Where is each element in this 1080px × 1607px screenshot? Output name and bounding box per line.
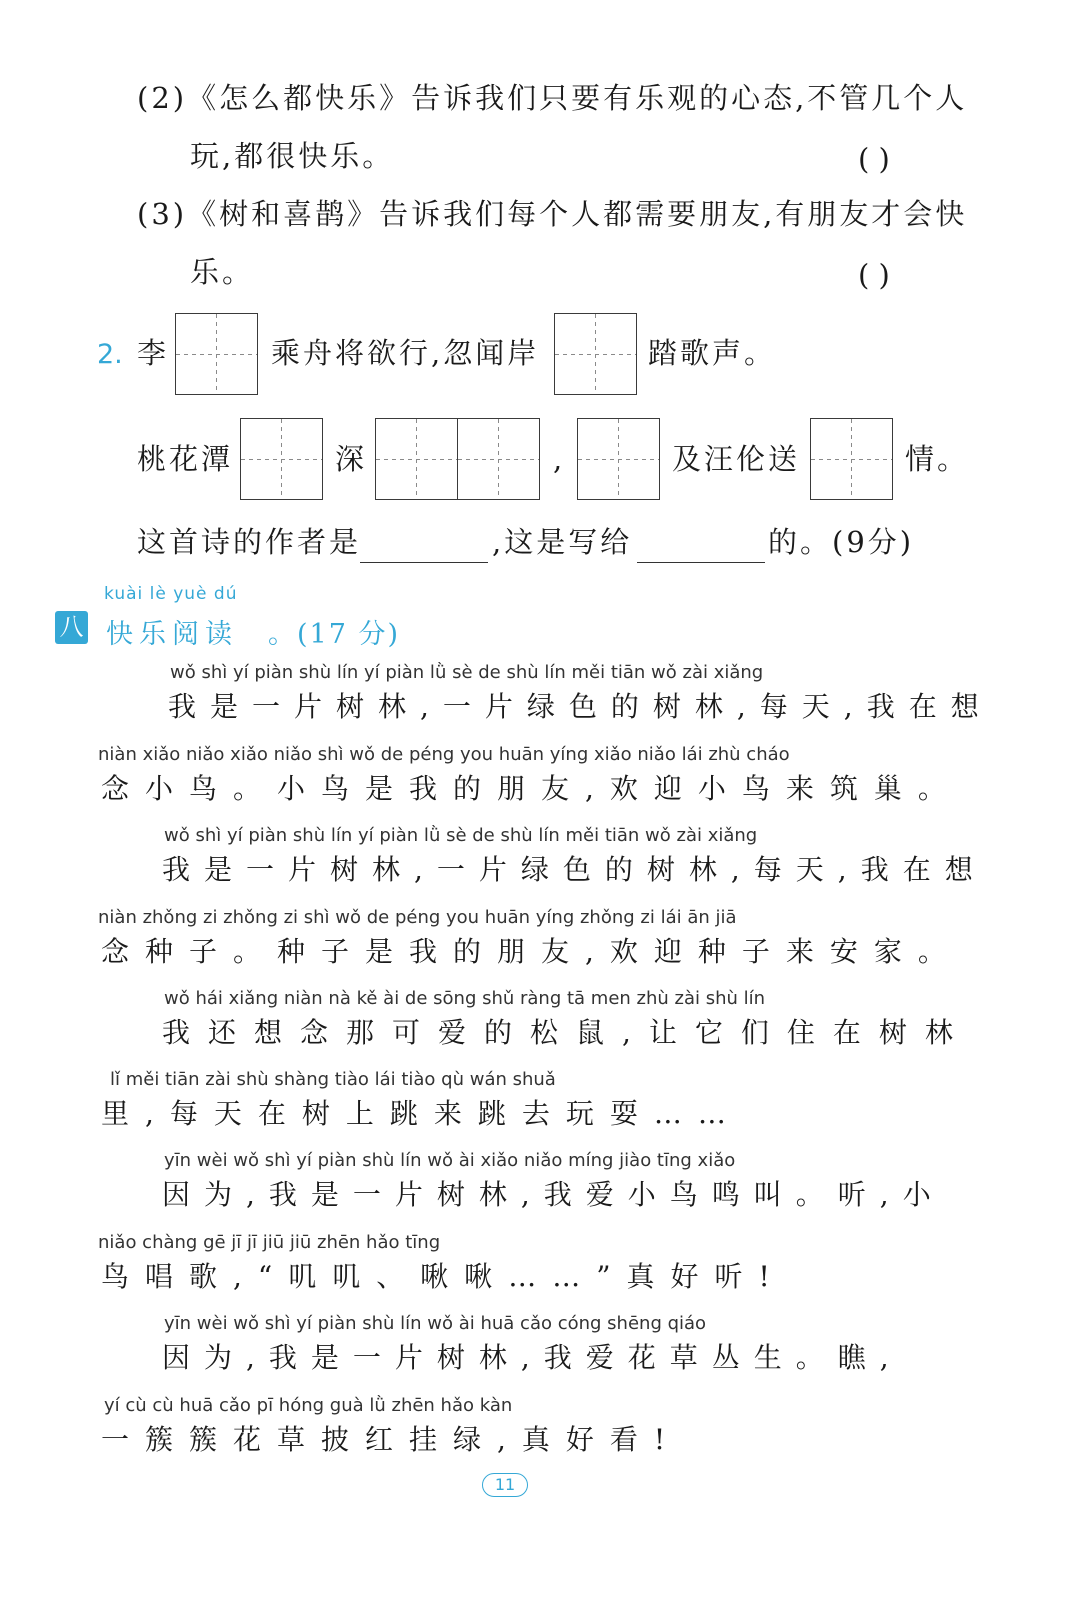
q1-item2-answer-paren[interactable]: ( ): [858, 142, 890, 176]
section8-title-pinyin: kuài lè yuè dú: [104, 584, 238, 604]
q2-writing-box-4-cell-left: [376, 419, 458, 499]
q2-line2-text-b: 深: [335, 442, 368, 476]
q1-item2-line2: 玩,都很快乐。: [190, 139, 395, 173]
reading-pinyin-line-2: niàn xiǎo niǎo xiǎo niǎo shì wǒ de péng you huān yíng xiǎo niǎo lái zhù cháo: [98, 744, 790, 765]
reading-text-line-10: 一簇簇花草披红挂绿,真好看!: [101, 1423, 682, 1456]
q1-item3-line2: 乐。: [190, 255, 255, 289]
reading-text-line-9: 因为,我是一片树林,我爱花草丛生。瞧,: [162, 1341, 903, 1374]
reading-pinyin-line-5: wǒ hái xiǎng niàn nà kě ài de sōng shǔ ràng tā men zhù zài shù lín: [164, 988, 766, 1009]
reading-pinyin-line-8: niǎo chàng gē jī jī jiū jiū zhēn hǎo tīng: [98, 1232, 441, 1253]
q2-line1-text-a: 李: [137, 336, 170, 370]
reading-pinyin-line-4: niàn zhǒng zi zhǒng zi shì wǒ de péng you huān yíng zhǒng zi lái ān jiā: [98, 907, 737, 928]
q2-line3-text-b: ,这是写给: [492, 525, 633, 559]
q2-line2-text-e: 情。: [905, 442, 970, 476]
q2-line2-text-a: 桃花潭: [137, 442, 234, 476]
q2-line2-text-d: 及汪伦送: [672, 442, 801, 476]
q2-line2-text-c: ,: [553, 442, 566, 476]
q2-writing-box-4-double[interactable]: [375, 418, 540, 500]
reading-text-line-2: 念小鸟。小鸟是我的朋友,欢迎小鸟来筑巢。: [101, 772, 962, 805]
q1-item2-line1: (2)《怎么都快乐》告诉我们只要有乐观的心态,不管几个人: [137, 81, 968, 115]
section8-badge: 八: [55, 611, 88, 644]
q2-writing-box-4-cell-right: [458, 419, 540, 499]
q2-writing-box-1[interactable]: [175, 313, 258, 395]
q2-writing-box-6[interactable]: [810, 418, 893, 500]
q2-line1-text-b: 乘舟将欲行,忽闻岸: [271, 336, 540, 370]
reading-text-line-4: 念种子。种子是我的朋友,欢迎种子来安家。: [101, 935, 962, 968]
q2-writing-box-2[interactable]: [554, 313, 637, 395]
q2-writing-box-3[interactable]: [240, 418, 323, 500]
q1-item3-answer-paren[interactable]: ( ): [858, 258, 890, 292]
reading-pinyin-line-6: lǐ měi tiān zài shù shàng tiào lái tiào qù wán shuǎ: [110, 1069, 556, 1090]
reading-text-line-3: 我是一片树林,一片绿色的树林,每天,我在想: [162, 853, 987, 886]
q2-number: 2.: [97, 339, 123, 370]
reading-pinyin-line-1: wǒ shì yí piàn shù lín yí piàn lǜ sè de shù lín měi tiān wǒ zài xiǎng: [170, 662, 764, 683]
reading-text-line-8: 鸟唱歌,“叽叽、啾啾……”真好听!: [101, 1260, 786, 1293]
reading-text-line-6: 里,每天在树上跳来跳去玩耍……: [101, 1097, 742, 1130]
reading-pinyin-line-10: yí cù cù huā cǎo pī hóng guà lǜ zhēn hǎo kàn: [104, 1395, 513, 1416]
q2-blank-author[interactable]: [360, 561, 488, 563]
section8-score: 。(17 分): [268, 619, 401, 650]
page-number: 11: [482, 1473, 528, 1497]
q2-line3-text-c: 的。(9分): [768, 525, 915, 559]
q2-line3-text-a: 这首诗的作者是: [137, 525, 362, 559]
section8-title: 快乐阅读: [106, 619, 238, 650]
reading-pinyin-line-7: yīn wèi wǒ shì yí piàn shù lín wǒ ài xiǎo niǎo míng jiào tīng xiǎo: [164, 1150, 736, 1171]
reading-text-line-5: 我还想念那可爱的松鼠,让它们住在树林: [162, 1016, 971, 1049]
q1-item3-line1: (3)《树和喜鹊》告诉我们每个人都需要朋友,有朋友才会快: [137, 197, 968, 231]
reading-text-line-1: 我是一片树林,一片绿色的树林,每天,我在想: [168, 690, 993, 723]
reading-pinyin-line-9: yīn wèi wǒ shì yí piàn shù lín wǒ ài huā cǎo cóng shēng qiáo: [164, 1313, 707, 1334]
q2-blank-recipient[interactable]: [637, 561, 765, 563]
q2-writing-box-5[interactable]: [577, 418, 660, 500]
reading-pinyin-line-3: wǒ shì yí piàn shù lín yí piàn lǜ sè de shù lín měi tiān wǒ zài xiǎng: [164, 825, 758, 846]
reading-text-line-7: 因为,我是一片树林,我爱小鸟鸣叫。听,小: [162, 1178, 945, 1211]
q2-line1-text-c: 踏歌声。: [648, 336, 777, 370]
